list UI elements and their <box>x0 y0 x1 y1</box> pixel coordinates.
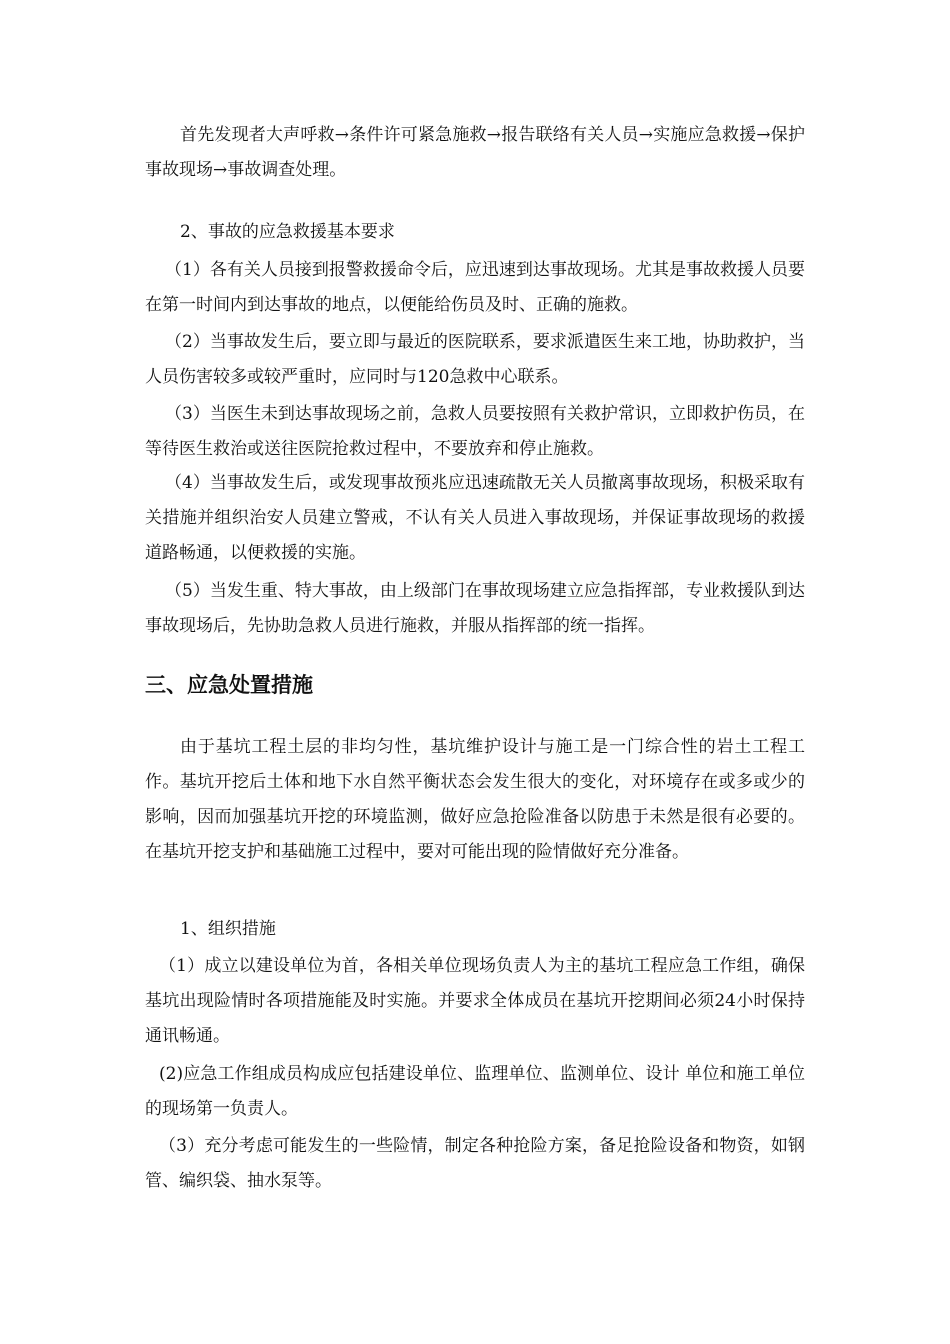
item2-title: 2、事故的应急救援基本要求 <box>180 222 395 242</box>
item2-3-paragraph: （3）当医生未到达事故现场之前，急救人员要按照有关救护常识，立即救护伤员，在等待医生救治或送往医院抢救过程中，不要放弃和停止施救。 <box>145 404 805 459</box>
item2-1-paragraph: （1）各有关人员接到报警救援命令后，应迅速到达事故现场。尤其是事故救援人员要在第一时间内到达事故的地点，以便能给伤员及时、正确的施救。 <box>145 260 805 315</box>
item3-1-1-paragraph: （1）成立以建设单位为首，各相关单位现场负责人为主的基坑工程应急工作组，确保基坑出现险情时各项措施能及时实施。并要求全体成员在基坑开挖期间必须24小时保持通讯畅通。 <box>145 956 805 1046</box>
item3-1-3-paragraph: （3）充分考虑可能发生的一些险情，制定各种抢险方案，备足抢险设备和物资，如钢管、编织袋、抽水泵等。 <box>145 1136 805 1191</box>
item3-1-2-paragraph: (2)应急工作组成员构成应包括建设单位、监理单位、监测单位、设计 单位和施工单位的现场第一负责人。 <box>145 1064 805 1119</box>
section3-intro-paragraph: 由于基坑工程土层的非均匀性，基坑维护设计与施工是一门综合性的岩土工程工作。基坑开挖后土体和地下水自然平衡状态会发生很大的变化，对环境存在或多或少的影响，因而加强基坑开挖的环境监测，做好应急抢险准备以防患于未然是很有必要的。在基坑开挖支护和基础施工过程中，要对可能出现的险情做好充分准备。 <box>145 737 805 862</box>
item2-5-paragraph: （5）当发生重、特大事故，由上级部门在事故现场建立应急指挥部，专业救援队到达事故现场后，先协助急救人员进行施救，并服从指挥部的统一指挥。 <box>145 581 805 636</box>
item3-1-title: 1、组织措施 <box>180 919 276 939</box>
item2-2-paragraph: （2）当事故发生后，要立即与最近的医院联系，要求派遣医生来工地，协助救护，当人员伤害较多或较严重时，应同时与120急救中心联系。 <box>145 332 805 387</box>
item2-4-paragraph: （4）当事故发生后，或发现事故预兆应迅速疏散无关人员撤离事故现场，积极采取有关措施并组织治安人员建立警戒，不认有关人员进入事故现场，并保证事故现场的救援道路畅通，以便救援的实施。 <box>145 473 805 563</box>
flow-paragraph: 首先发现者大声呼救→条件许可紧急施救→报告联络有关人员→实施应急救援→保护事故现场→事故调查处理。 <box>145 125 805 180</box>
section3-heading: 三、应急处置措施 <box>145 673 313 697</box>
